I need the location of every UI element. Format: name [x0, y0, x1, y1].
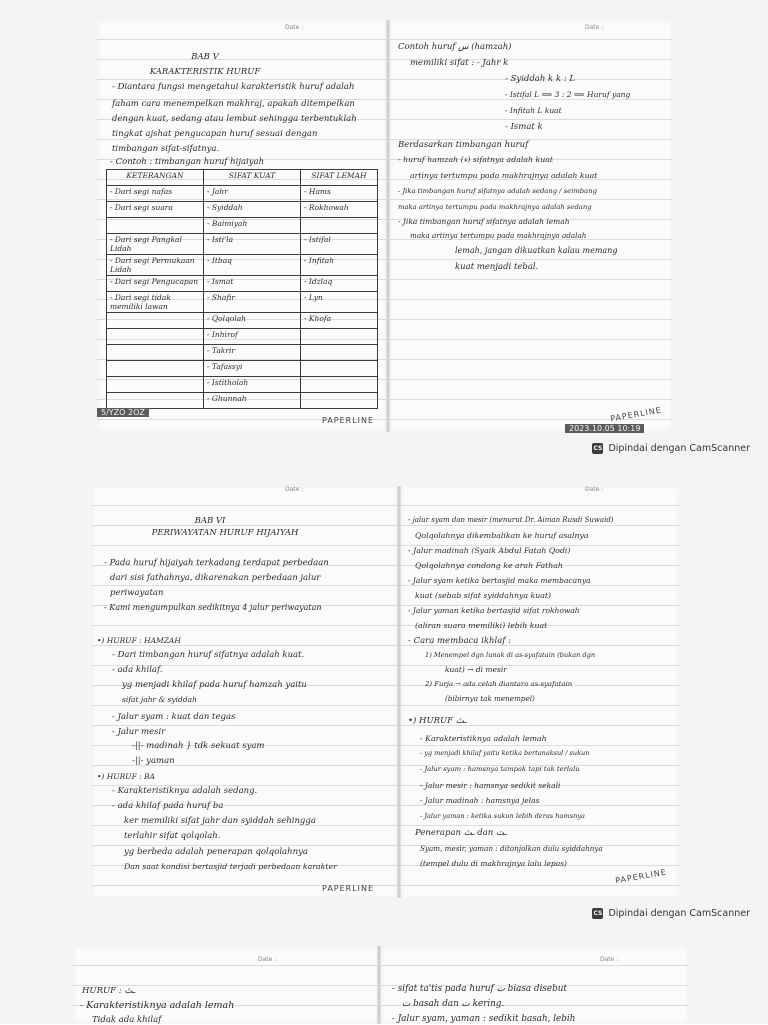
table-cell: - Dari segi Pengucapan — [107, 276, 204, 292]
note-line: - Cara membaca ikhlaf : — [408, 636, 512, 646]
note-line: - Jika timbangan huruf sifatnya adalah sedang / seimbang — [398, 187, 597, 195]
date-label: Date : — [285, 24, 304, 31]
table-cell: - Syiddah — [204, 202, 301, 218]
example-label: - Contoh : timbangan huruf hijaiyah — [110, 157, 265, 167]
table-cell: - Tafassyi — [204, 361, 301, 377]
table-cell: - Khofa — [301, 313, 378, 329]
table-cell: - Baimiyah — [204, 218, 301, 234]
table-cell: - Takrir — [204, 345, 301, 361]
note-line: Qolqolahnya condong ke arah Fathah — [415, 561, 563, 570]
paperline-logo: PAPERLINE — [614, 867, 668, 886]
note-line: - Jalur madinah (Syaik Abdul Fatah Qodi) — [408, 546, 571, 555]
table-cell: - Itbaq — [204, 255, 301, 276]
note-line: - Jalur madinah : hamsnya jelas — [420, 796, 540, 805]
note-line: maka artinya tertumpu pada makhrajnya adalah sedang — [398, 203, 592, 211]
note-line: Tidak ada khilaf — [92, 1015, 162, 1025]
note-line: kuat) → di mesir — [445, 665, 507, 674]
table-row — [107, 234, 378, 255]
table-row — [107, 276, 378, 292]
note-line: terlahir sifat qolqolah. — [124, 831, 221, 841]
table-cell: - Dari segi Permukaan Lidah — [107, 255, 204, 276]
paperline-logo: PAPERLINE — [322, 416, 375, 425]
date-stamp: 5/YZO 2OZ — [97, 408, 149, 417]
table-header-row — [107, 170, 378, 186]
table-cell: - Dari segi tidak memiliki lawan — [107, 292, 204, 313]
chapter-subtitle: KARAKTERISTIK HURUF — [149, 67, 261, 77]
note-line: lemah, jangan dikuatkan kalau memang — [455, 246, 618, 255]
table-cell — [107, 313, 204, 329]
chapter-title: BAB V — [191, 52, 219, 62]
table-cell: - Rokhowah — [301, 202, 378, 218]
table-cell: - Ghunnah — [204, 393, 301, 409]
note-line: - Infitah L kuat — [505, 106, 562, 115]
table-row — [107, 377, 378, 393]
table-row — [107, 361, 378, 377]
date-stamp: 2023.10.05 10:19 — [565, 424, 644, 433]
note-line: Dan saat kondisi bertasjid terjadi perbedaan karakter — [124, 862, 337, 871]
note-line: kuat (sebab sifat syiddahnya kuat) — [415, 591, 552, 600]
note-line: - jalur syam dan mesir (menurut Dr. Aiman Rusdi Suwaid) — [408, 516, 614, 524]
scan-page-1 — [0, 0, 768, 468]
note-line: (tempel dulu di makhrajnya lalu lepas) — [420, 859, 567, 868]
note-line: - Karakteristiknya adalah lemah — [80, 1000, 235, 1011]
intro-line: faham cara menempelkan makhraj, apakah ditempelkan — [112, 99, 355, 109]
table-cell — [301, 345, 378, 361]
table-cell: - Istifal — [301, 234, 378, 255]
note-line: dari sisi fathahnya, dikarenakan perbedaan jalur — [110, 573, 321, 583]
note-line: sifat jahr & syiddah — [122, 695, 197, 704]
chapter-subtitle: PERIWAYATAN HURUF HIJAIYAH — [151, 528, 299, 538]
note-line: -||- yaman — [132, 756, 175, 766]
table-row — [107, 292, 378, 313]
note-line: •) HURUF : HAMZAH — [97, 636, 181, 645]
note-line: Berdasarkan timbangan huruf — [398, 140, 529, 150]
note-line: - Jalur yaman : ketika sukun lebih deras hamsnya — [420, 812, 585, 820]
scan-page-3 — [0, 930, 768, 1024]
table-cell — [301, 377, 378, 393]
note-line: (bibirnya tak menempel) — [445, 694, 535, 703]
date-label: Date : — [585, 486, 604, 493]
note-line: - Jalur mesir : hamsnya sedikit sekali — [420, 781, 561, 790]
camscanner-watermark — [592, 443, 750, 454]
paperline-logo: PAPERLINE — [322, 884, 375, 893]
table-cell — [107, 329, 204, 345]
table-cell: - Dari segi Pangkal Lidah — [107, 234, 204, 255]
intro-line: - Diantara fungsi mengetahui karakteristik huruf adalah — [112, 82, 355, 92]
date-label: Date : — [585, 24, 604, 31]
table-cell — [107, 393, 204, 409]
note-line: 2) Furja → ada celah diantara as-syafatain — [425, 680, 573, 688]
note-line: - ada khilaf. — [112, 665, 163, 675]
note-line: Contoh huruf ﺱ (hamzah) — [398, 42, 512, 52]
note-line: Penerapan ـٿ dan ـٽ — [415, 828, 507, 838]
watermark-text: Dipindai dengan CamScanner — [608, 908, 750, 919]
note-line: - yg menjadi khilaf yaitu ketika bertanaksul / sukun — [420, 749, 590, 757]
table-cell: - Dari segi suara — [107, 202, 204, 218]
note-line: maka artinya tertumpu pada makhrajnya adalah — [410, 231, 587, 240]
note-line: - Jalur yaman ketika bertasjid sifat rokhowah — [408, 606, 580, 615]
table-cell — [301, 393, 378, 409]
note-line: Syam, mesir, yaman : ditonjolkan dulu syiddahnya — [420, 844, 603, 853]
watermark-text: Dipindai dengan CamScanner — [608, 443, 750, 454]
table-cell — [107, 377, 204, 393]
table-cell: - Istitholah — [204, 377, 301, 393]
note-line: - Jalur syam : hamsnya tampak tapi tak terlalu — [420, 765, 580, 773]
camscanner-icon: CS — [593, 910, 603, 917]
note-line: - Pada huruf hijaiyah terkadang terdapat perbedaan — [104, 558, 329, 568]
note-line: ker memiliki sifat jahr dan syiddah sehingga — [124, 816, 316, 826]
date-label: Date : — [285, 486, 304, 493]
note-line: - ada khilaf pada huruf ba — [112, 801, 224, 811]
note-line: - huruf hamzah (ء) sifatnya adalah kuat — [398, 155, 554, 164]
note-line: kuat menjadi tebal. — [455, 262, 539, 272]
table-row — [107, 218, 378, 234]
note-line: - Jika timbangan huruf sifatnya adalah lemah — [398, 217, 570, 226]
table-header: SIFAT LEMAH — [301, 170, 378, 186]
note-line: - Ismat k — [505, 122, 543, 132]
table-row — [107, 329, 378, 345]
note-line: 1) Menempel dgn lunak di as-syafatain (bukan dgn — [425, 651, 596, 659]
note-line: - Kami mengumpulkan sedikitnya 4 jalur periwayatan — [104, 603, 322, 612]
note-line: artinya tertumpu pada makhrajnya adalah kuat — [410, 171, 598, 180]
note-line: ت basah dan ت kering. — [402, 999, 505, 1009]
note-line: •) HURUF ـٿ — [408, 716, 467, 726]
note-line: memiliki sifat : - Jahr k — [410, 58, 509, 68]
note-line: - Karakteristiknya adalah sedang. — [112, 786, 258, 796]
notebook-left-page — [73, 946, 378, 1024]
table-row — [107, 202, 378, 218]
table-row — [107, 345, 378, 361]
table-cell — [107, 361, 204, 377]
table-cell — [301, 329, 378, 345]
table-cell: - Infitah — [301, 255, 378, 276]
note-line: - Jalur syam ketika bertasjid maka membacanya — [408, 576, 591, 585]
note-line: - Syiddah k k : L — [505, 74, 575, 84]
date-label: Date : — [600, 956, 619, 963]
note-line: - Istifal L ⟹ 3 : 2 ⟹ Huruf yang — [505, 90, 631, 99]
sifat-table — [106, 169, 378, 409]
note-line: - Dari timbangan huruf sifatnya adalah kuat. — [112, 650, 305, 660]
note-line: -||- madinah } tdk sekuat syam — [132, 741, 265, 751]
table-cell: - Isti'la — [204, 234, 301, 255]
table-cell — [107, 218, 204, 234]
note-line: - Jalur syam, yaman : sedikit basah, lebih — [392, 1014, 576, 1024]
intro-line: tingkat ajshat pengucapan huruf sesuai dengan — [112, 129, 318, 139]
camscanner-watermark — [592, 908, 750, 919]
table-cell: - Hams — [301, 186, 378, 202]
intro-line: dengan kuat, sedang atau lembut sehingga terbentuklah — [112, 114, 357, 124]
table-cell — [301, 218, 378, 234]
note-line: - Jalur mesir — [112, 727, 166, 737]
note-line: - Karakteristiknya adalah lemah — [420, 734, 547, 743]
table-cell — [107, 345, 204, 361]
note-line: - sifat ta'tis pada huruf ت biasa disebut — [392, 984, 567, 994]
table-cell: - Dari segi nafas — [107, 186, 204, 202]
camscanner-icon: CS — [593, 445, 603, 452]
table-cell: - Lyn — [301, 292, 378, 313]
note-line: •) HURUF : BA — [97, 772, 155, 781]
table-row — [107, 393, 378, 409]
note-line: yg berbeda adalah penerapan qolqolahnya — [124, 847, 308, 857]
note-line: (aliran suara memiliki) lebih kuat — [415, 621, 548, 630]
note-line: Qolqolahnya dikembalikan ke huruf asalnya — [415, 531, 589, 540]
intro-line: timbangan sifat-sifatnya. — [112, 144, 220, 154]
table-header: KETERANGAN — [107, 170, 204, 186]
table-cell: - Jahr — [204, 186, 301, 202]
note-line: HURUF : ـٿ — [82, 986, 136, 996]
paperline-logo: PAPERLINE — [609, 405, 663, 424]
note-line: periwayatan — [110, 588, 164, 598]
table-cell — [301, 361, 378, 377]
note-line: yg menjadi khilaf pada huruf hamzah yaitu — [122, 680, 307, 690]
table-cell: - Inhirof — [204, 329, 301, 345]
date-label: Date : — [258, 956, 277, 963]
table-row — [107, 313, 378, 329]
note-line: - Jalur syam : kuat dan tegas — [112, 712, 236, 722]
table-row — [107, 186, 378, 202]
table-row — [107, 255, 378, 276]
scan-page-2 — [0, 468, 768, 930]
chapter-title: BAB VI — [194, 516, 226, 526]
table-cell: - Qolqolah — [204, 313, 301, 329]
table-cell: - Ismat — [204, 276, 301, 292]
table-cell: - Shafir — [204, 292, 301, 313]
table-cell: - Idzlaq — [301, 276, 378, 292]
table-header: SIFAT KUAT — [204, 170, 301, 186]
